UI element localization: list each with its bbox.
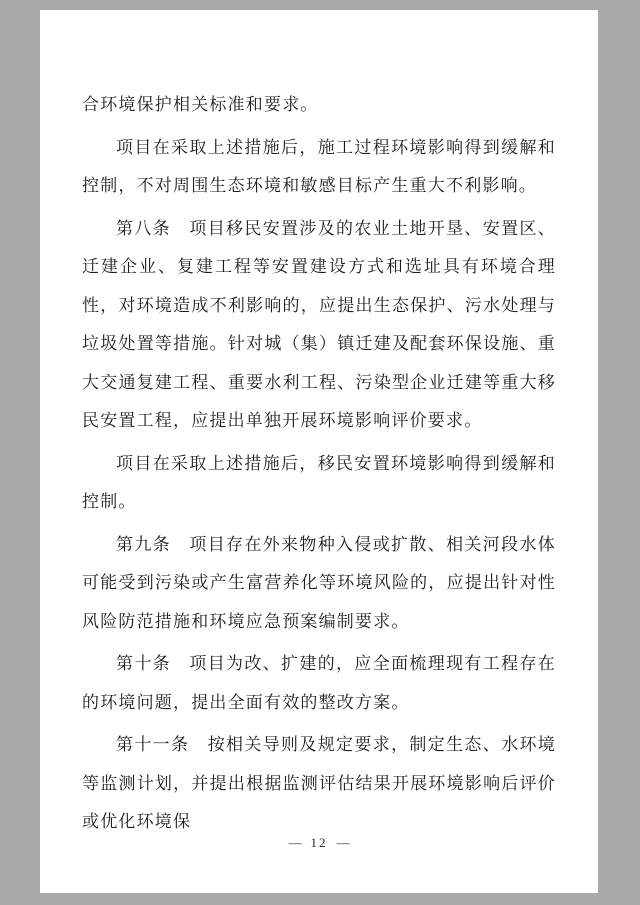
paragraph: 第八条 项目移民安置涉及的农业土地开垦、安置区、迁建企业、复建工程等安置建设方式和选址具有环境合理性，对环境造成不利影响的，应提出生态保护、污水处理与垃圾处置等措施。针对城（集）镇迁建及配套环保设施、重大交通复建工程、重要水利工程、污染型企业迁建等重大移民安置工程，应提出单独开展环境影响评价要求。	[82, 218, 556, 430]
paragraph: 项目在采取上述措施后，施工过程环境影响得到缓解和控制，不对周围生态环境和敏感目标产生重大不利影响。	[82, 137, 556, 195]
footer-dash-right: —	[336, 835, 350, 850]
paragraph: 第九条 项目存在外来物种入侵或扩散、相关河段水体可能受到污染或产生富营养化等环境风险的，应提出针对性风险防范措施和环境应急预案编制要求。	[82, 534, 556, 631]
paragraph: 合环境保护相关标准和要求。	[82, 95, 319, 114]
paragraph: 项目在采取上述措施后，移民安置环境影响得到缓解和控制。	[82, 453, 556, 511]
footer-dash-left: —	[288, 835, 302, 850]
page-number: 12	[310, 835, 328, 850]
paragraph: 第十一条 按相关导则及规定要求，制定生态、水环境等监测计划，并提出根据监测评估结果开展环境影响后评价或优化环境保	[82, 735, 556, 831]
document-body	[82, 86, 556, 842]
document-page	[40, 10, 598, 893]
page-footer	[40, 835, 598, 851]
paragraph: 第十条 项目为改、扩建的，应全面梳理现有工程存在的环境问题，提出全面有效的整改方案。	[82, 654, 556, 712]
